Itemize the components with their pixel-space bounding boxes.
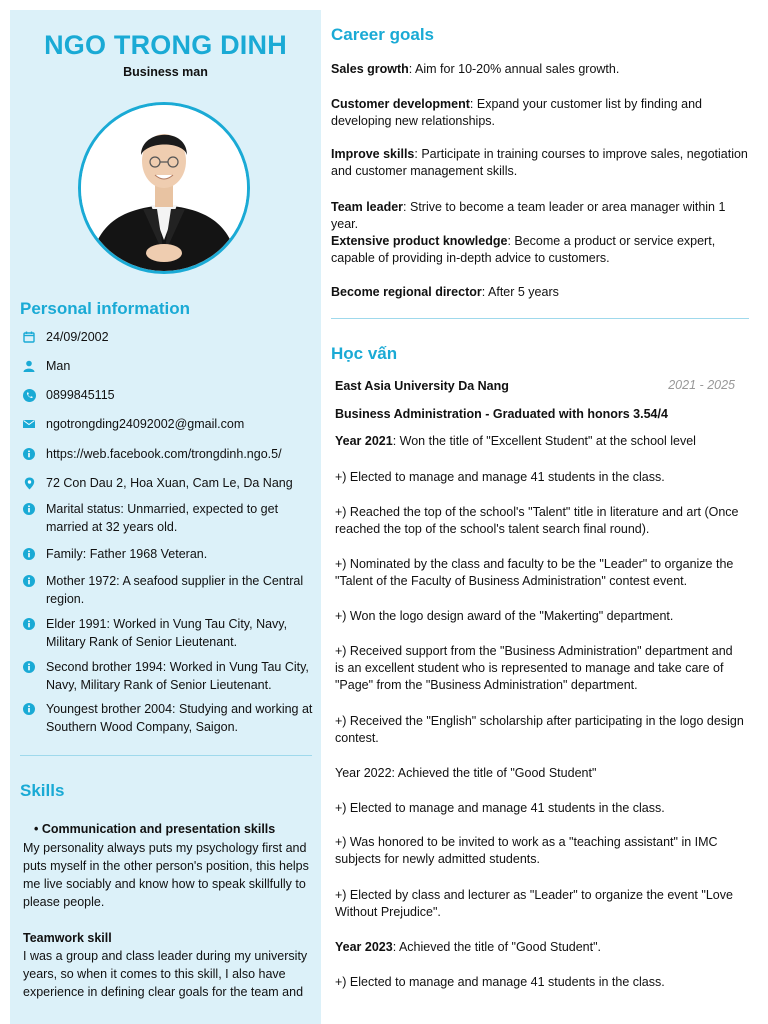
year-2021-line: [335, 433, 745, 450]
personal-info-text: Youngest brother 2004: Studying and working at Southern Wood Company, Saigon.: [46, 702, 313, 734]
year-separator: -: [699, 378, 704, 392]
personal-info-text: Elder 1991: Worked in Vung Tau City, Navy, Military Rank of Senior Lieutenant.: [46, 617, 288, 649]
info-icon: [20, 545, 38, 563]
edu-achievement: +) Elected to manage and manage 41 students in the class.: [335, 975, 665, 989]
person-icon: [20, 357, 38, 375]
personal-info-row: [20, 474, 315, 492]
skill-1-title: • Communication and presentation skills: [34, 822, 276, 836]
skill-2-body: I was a group and class leader during my university years, so when it comes to this skill, I also have experience in defining clear goals for the team and: [23, 949, 308, 999]
goal-label: Extensive product knowledge: [331, 234, 508, 248]
goal-label: Become regional director: [331, 285, 482, 299]
year-2023-text: : Achieved the title of "Good Student".: [392, 940, 602, 954]
skill-1-body: My personality always puts my psychology first and puts myself in the other person's position, this helps me live sociably and know how to speak skillfully to please people.: [23, 841, 309, 909]
goal-text: : After 5 years: [481, 285, 559, 299]
profile-photo: [78, 102, 250, 274]
info-icon: [20, 700, 38, 718]
sidebar-divider: [20, 755, 312, 756]
personal-info-text: Marital status: Unmarried, expected to get married at 32 years old.: [46, 502, 279, 534]
candidate-role: Business man: [123, 65, 208, 79]
personal-info-row: [20, 386, 315, 404]
personal-info-text: 24/09/2002: [46, 330, 109, 344]
personal-info-row: [20, 415, 315, 433]
goal-item: [331, 199, 749, 233]
info-icon: [20, 615, 38, 633]
personal-info-row: [20, 700, 315, 736]
edu-achievement: +) Won the logo design award of the "Makerting" department.: [335, 609, 674, 623]
edu-achievement: +) Elected to manage and manage 41 students in the class.: [335, 801, 665, 815]
personal-info-row: [20, 572, 315, 608]
year-2021-label: Year 2021: [335, 434, 393, 448]
skill-1-title-text: Communication and presentation skills: [41, 822, 276, 836]
goal-text: : Participate in training courses to improve sales, negotiation and customer management skills.: [331, 147, 748, 178]
edu-achievement: +) Received support from the "Business Administration" department and is an excellent student who is represented to manage and take care of "Page" from the "Business Administration" department.: [335, 644, 733, 692]
year-2023-line: [335, 939, 745, 956]
career-goals-title: Career goals: [331, 25, 434, 44]
personal-info-text: https://web.facebook.com/trongdinh.ngo.5/: [46, 447, 282, 461]
location-icon: [20, 474, 38, 492]
year-start: 2021: [668, 378, 697, 392]
calendar-icon: [20, 328, 38, 346]
edu-achievement: +) Was honored to be invited to work as a "teaching assistant" in IMC subjects for newly admitted students.: [335, 835, 718, 866]
phone-icon: [20, 386, 38, 404]
personal-info-text: Man: [46, 359, 71, 373]
edu-achievement: +) Nominated by the class and faculty to be the "Leader" to organize the "Talent of the Faculty of Business Administration" contest event.: [335, 557, 734, 588]
skills-title: Skills: [20, 781, 65, 800]
personal-info-row: [20, 658, 315, 694]
personal-info-text: 72 Con Dau 2, Hoa Xuan, Cam Le, Da Nang: [46, 476, 293, 490]
mail-icon: [20, 415, 38, 433]
info-icon: [20, 500, 38, 518]
goal-text: : Strive to become a team leader or area manager within 1 year.: [331, 200, 726, 231]
year-end: 2025: [707, 378, 735, 392]
goal-item: [331, 284, 749, 301]
info-icon: [20, 658, 38, 676]
edu-achievement: +) Elected to manage and manage 41 students in the class.: [335, 470, 665, 484]
goal-label: Customer development: [331, 97, 470, 111]
personal-info-text: Family: Father 1968 Veteran.: [46, 547, 208, 561]
personal-info-row: [20, 357, 315, 375]
degree: Business Administration - Graduated with honors 3.54/4: [335, 407, 668, 421]
education-title: Học vấn: [331, 344, 398, 363]
info-icon: [20, 445, 38, 463]
goal-text: : Expand your customer list by finding and developing new relationships.: [331, 97, 702, 128]
goal-item: [331, 61, 749, 78]
year-2023-label: Year 2023: [335, 940, 393, 954]
goal-text: : Become a product or service expert, capable of providing in-depth advice to customers.: [331, 234, 716, 265]
info-icon: [20, 572, 38, 590]
personal-info-row: [20, 328, 315, 346]
personal-info-text: 0899845115: [46, 388, 115, 402]
personal-info-text: Second brother 1994: Worked in Vung Tau City, Navy, Military Rank of Senior Lieutenant.: [46, 660, 309, 692]
goal-label: Sales growth: [331, 62, 409, 76]
goal-text: : Aim for 10-20% annual sales growth.: [408, 62, 620, 76]
edu-achievement: +) Received the "English" scholarship after participating in the logo design contest.: [335, 714, 744, 745]
edu-achievement: +) Elected by class and lecturer as "Leader" to organize the event "Love Without Prejudice".: [335, 888, 733, 919]
sidebar: [10, 10, 321, 1024]
personal-info-text: Mother 1972: A seafood supplier in the Central region.: [46, 574, 304, 606]
study-years: [668, 378, 735, 392]
goal-label: Improve skills: [331, 147, 415, 161]
school-name: East Asia University Da Nang: [335, 379, 509, 393]
goal-label: Team leader: [331, 200, 404, 214]
personal-info-text: ngotrongding24092002@gmail.com: [46, 417, 245, 431]
edu-achievement: Year 2022: Achieved the title of "Good Student": [335, 766, 597, 780]
personal-info-row: [20, 445, 315, 463]
goal-item: [331, 233, 749, 267]
personal-info-title: Personal information: [20, 299, 191, 318]
main-column: [331, 0, 751, 1024]
year-2021-text: : Won the title of "Excellent Student" at the school level: [392, 434, 696, 448]
personal-info-row: [20, 615, 315, 651]
goal-item: [331, 146, 749, 180]
edu-achievement: +) Reached the top of the school's "Talent" title in literature and art (Once reached the top of the school's talent search final round).: [335, 505, 739, 536]
main-divider: [331, 318, 749, 319]
goal-item: [331, 96, 749, 130]
candidate-name: NGO TRONG DINH: [44, 30, 287, 60]
personal-info-row: [20, 545, 315, 563]
personal-info-row: [20, 500, 315, 536]
skill-2-title: Teamwork skill: [23, 931, 112, 945]
